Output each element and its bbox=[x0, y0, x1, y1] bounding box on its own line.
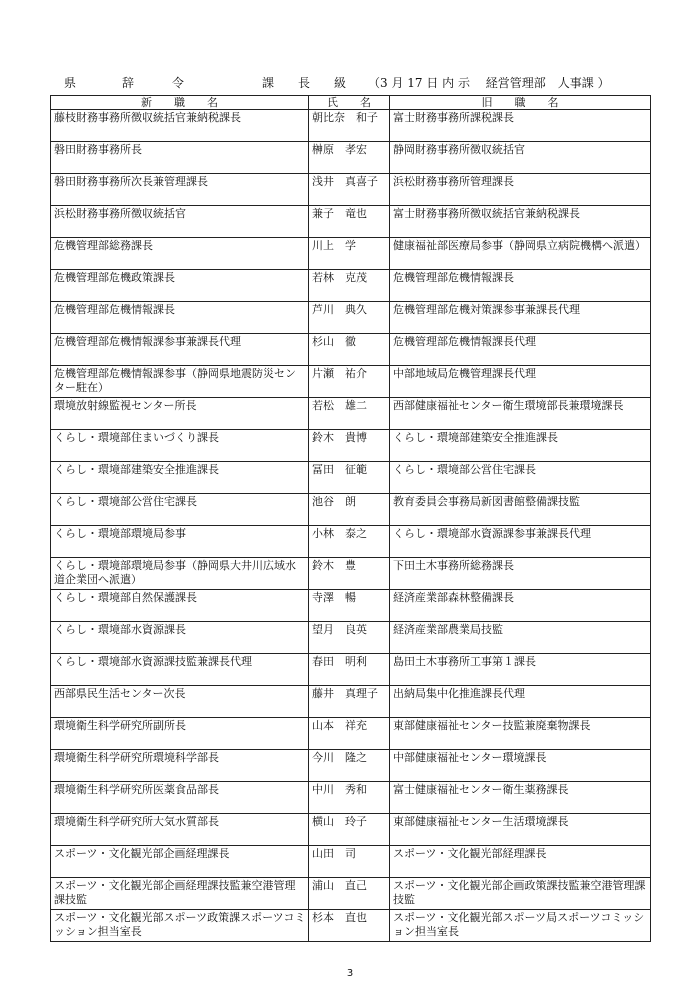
table-row bbox=[51, 494, 651, 526]
cell-old-post: 富士健康福祉センター衛生薬務課長 bbox=[390, 782, 651, 814]
title-char: 長 bbox=[298, 76, 311, 90]
cell-name: 中川 秀和 bbox=[309, 782, 390, 814]
table-row bbox=[51, 238, 651, 270]
cell-new-post: 藤枝財務事務所徴収統括官兼納税課長 bbox=[51, 110, 309, 142]
cell-old-post: 西部健康福祉センター衛生環境部長兼環境課長 bbox=[390, 398, 651, 430]
col-header-new-post: 新 職 名 bbox=[51, 96, 309, 110]
title-char: 級 bbox=[334, 76, 347, 90]
cell-old-post: 危機管理部危機情報課長代理 bbox=[390, 334, 651, 366]
cell-name: 朝比奈 和子 bbox=[309, 110, 390, 142]
cell-old-post: くらし・環境部水資源課参事兼課長代理 bbox=[390, 526, 651, 558]
table-row bbox=[51, 174, 651, 206]
cell-name: 池谷 朗 bbox=[309, 494, 390, 526]
table-row bbox=[51, 750, 651, 782]
document-title bbox=[64, 74, 364, 91]
cell-name: 若林 克茂 bbox=[309, 270, 390, 302]
cell-old-post: スポーツ・文化観光部経理課長 bbox=[390, 846, 651, 878]
cell-old-post: 経済産業部農業局技監 bbox=[390, 622, 651, 654]
table-row bbox=[51, 814, 651, 846]
cell-name: 冨田 征範 bbox=[309, 462, 390, 494]
title-char: 辞 bbox=[122, 76, 135, 90]
cell-old-post: 出納局集中化推進課長代理 bbox=[390, 686, 651, 718]
table-row bbox=[51, 654, 651, 686]
cell-name: 浦山 直己 bbox=[309, 878, 390, 910]
cell-new-post: くらし・環境部環境局参事（静岡県大井川広域水道企業団へ派遣） bbox=[51, 558, 309, 590]
cell-new-post: くらし・環境部公営住宅課長 bbox=[51, 494, 309, 526]
cell-name: 今川 隆之 bbox=[309, 750, 390, 782]
cell-name: 春田 明利 bbox=[309, 654, 390, 686]
cell-old-post: 富士財務事務所徴収統括官兼納税課長 bbox=[390, 206, 651, 238]
cell-new-post: 危機管理部総務課長 bbox=[51, 238, 309, 270]
table-row bbox=[51, 462, 651, 494]
cell-new-post: くらし・環境部環境局参事 bbox=[51, 526, 309, 558]
table-row bbox=[51, 910, 651, 942]
table-row bbox=[51, 430, 651, 462]
col-header-name: 氏 名 bbox=[309, 96, 390, 110]
cell-new-post: くらし・環境部住まいづくり課長 bbox=[51, 430, 309, 462]
title-char: 県 bbox=[64, 76, 77, 90]
cell-new-post: 危機管理部危機情報課参事兼課長代理 bbox=[51, 334, 309, 366]
table-row bbox=[51, 142, 651, 174]
table-row bbox=[51, 782, 651, 814]
cell-old-post: 富士財務事務所課税課長 bbox=[390, 110, 651, 142]
cell-new-post: 危機管理部危機情報課参事（静岡県地震防災センター駐在） bbox=[51, 366, 309, 398]
cell-new-post: 危機管理部危機政策課長 bbox=[51, 270, 309, 302]
cell-new-post: 危機管理部危機情報課長 bbox=[51, 302, 309, 334]
cell-name: 杉本 直也 bbox=[309, 910, 390, 942]
cell-old-post: 下田土木事務所総務課長 bbox=[390, 558, 651, 590]
cell-old-post: くらし・環境部公営住宅課長 bbox=[390, 462, 651, 494]
cell-old-post: 教育委員会事務局新図書館整備課技監 bbox=[390, 494, 651, 526]
cell-new-post: くらし・環境部水資源課技監兼課長代理 bbox=[51, 654, 309, 686]
table-row bbox=[51, 846, 651, 878]
cell-name: 小林 泰之 bbox=[309, 526, 390, 558]
cell-name: 浅井 真喜子 bbox=[309, 174, 390, 206]
cell-old-post: 東部健康福祉センター技監兼廃棄物課長 bbox=[390, 718, 651, 750]
cell-name: 望月 良英 bbox=[309, 622, 390, 654]
table-row bbox=[51, 206, 651, 238]
cell-name: 若松 雄二 bbox=[309, 398, 390, 430]
cell-new-post: 浜松財務事務所徴収統括官 bbox=[51, 206, 309, 238]
cell-new-post: 磐田財務事務所長 bbox=[51, 142, 309, 174]
cell-new-post: 西部県民生活センター次長 bbox=[51, 686, 309, 718]
title-char: 令 bbox=[172, 76, 185, 90]
table-row bbox=[51, 302, 651, 334]
cell-name: 川上 学 bbox=[309, 238, 390, 270]
table-row bbox=[51, 270, 651, 302]
cell-old-post: 危機管理部危機情報課長 bbox=[390, 270, 651, 302]
cell-new-post: 環境衛生科学研究所医薬食品部長 bbox=[51, 782, 309, 814]
cell-old-post: くらし・環境部建築安全推進課長 bbox=[390, 430, 651, 462]
cell-name: 片瀬 祐介 bbox=[309, 366, 390, 398]
cell-old-post: 東部健康福祉センター生活環境課長 bbox=[390, 814, 651, 846]
cell-old-post: 中部地域局危機管理課長代理 bbox=[390, 366, 651, 398]
cell-new-post: 環境放射線監視センター所長 bbox=[51, 398, 309, 430]
cell-old-post: 静岡財務事務所徴収統括官 bbox=[390, 142, 651, 174]
cell-name: 横山 玲子 bbox=[309, 814, 390, 846]
table-row bbox=[51, 366, 651, 398]
col-header-old-post: 旧 職 名 bbox=[390, 96, 651, 110]
cell-old-post: スポーツ・文化観光部スポーツ局スポーツコミッション担当室長 bbox=[390, 910, 651, 942]
cell-name: 芦川 典久 bbox=[309, 302, 390, 334]
cell-new-post: 磐田財務事務所次長兼管理課長 bbox=[51, 174, 309, 206]
cell-old-post: 島田土木事務所工事第１課長 bbox=[390, 654, 651, 686]
cell-name: 兼子 竜也 bbox=[309, 206, 390, 238]
cell-name: 寺澤 暢 bbox=[309, 590, 390, 622]
cell-old-post: 危機管理部危機対策課参事兼課長代理 bbox=[390, 302, 651, 334]
cell-new-post: スポーツ・文化観光部企画経理課技監兼空港管理課技監 bbox=[51, 878, 309, 910]
cell-new-post: くらし・環境部自然保護課長 bbox=[51, 590, 309, 622]
cell-name: 藤井 真理子 bbox=[309, 686, 390, 718]
cell-name: 山田 司 bbox=[309, 846, 390, 878]
cell-old-post: 浜松財務事務所管理課長 bbox=[390, 174, 651, 206]
cell-new-post: 環境衛生科学研究所環境科学部長 bbox=[51, 750, 309, 782]
cell-name: 鈴木 豊 bbox=[309, 558, 390, 590]
personnel-table bbox=[50, 95, 651, 942]
table-row bbox=[51, 718, 651, 750]
cell-new-post: 環境衛生科学研究所大気水質部長 bbox=[51, 814, 309, 846]
table-row bbox=[51, 590, 651, 622]
cell-new-post: 環境衛生科学研究所副所長 bbox=[51, 718, 309, 750]
table-row bbox=[51, 110, 651, 142]
table-row bbox=[51, 558, 651, 590]
cell-old-post: スポーツ・文化観光部企画政策課技監兼空港管理課技監 bbox=[390, 878, 651, 910]
cell-name: 杉山 徹 bbox=[309, 334, 390, 366]
page-number: 3 bbox=[346, 968, 354, 979]
cell-name: 榊原 孝宏 bbox=[309, 142, 390, 174]
table-row bbox=[51, 526, 651, 558]
table-row bbox=[51, 334, 651, 366]
table-row bbox=[51, 398, 651, 430]
table-header-row bbox=[51, 96, 651, 110]
cell-new-post: くらし・環境部水資源課長 bbox=[51, 622, 309, 654]
cell-new-post: スポーツ・文化観光部スポーツ政策課スポーツコミッション担当室長 bbox=[51, 910, 309, 942]
cell-old-post: 経済産業部森林整備課長 bbox=[390, 590, 651, 622]
announcement-info: （3 月 17 日 内 示 経営管理部 人事課 ） bbox=[368, 76, 610, 90]
table-row bbox=[51, 622, 651, 654]
cell-old-post: 健康福祉部医療局参事（静岡県立病院機構へ派遣） bbox=[390, 238, 651, 270]
cell-name: 山本 祥充 bbox=[309, 718, 390, 750]
table-row bbox=[51, 686, 651, 718]
table-row bbox=[51, 878, 651, 910]
cell-name: 鈴木 貴博 bbox=[309, 430, 390, 462]
cell-new-post: スポーツ・文化観光部企画経理課長 bbox=[51, 846, 309, 878]
cell-old-post: 中部健康福祉センター環境課長 bbox=[390, 750, 651, 782]
title-char: 課 bbox=[262, 76, 275, 90]
document-header bbox=[52, 72, 652, 92]
cell-new-post: くらし・環境部建築安全推進課長 bbox=[51, 462, 309, 494]
